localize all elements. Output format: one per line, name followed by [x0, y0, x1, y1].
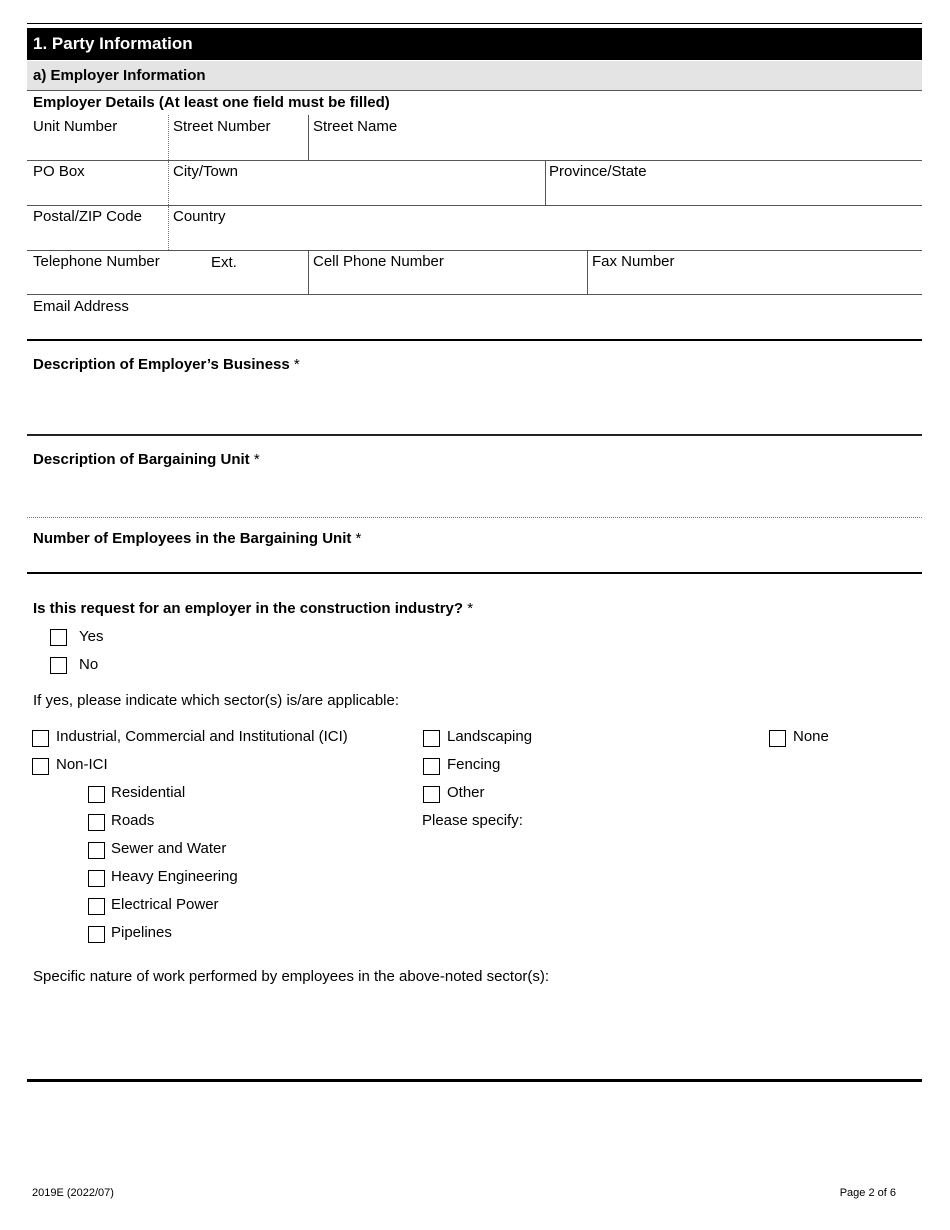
page-number: Page 2 of 6: [839, 1187, 896, 1199]
fax-label: Fax Number: [592, 253, 675, 270]
construction-question-text: Is this request for an employer in the construction industry?: [33, 600, 464, 617]
heavy-engineering-label: Heavy Engineering: [111, 868, 238, 885]
business-description-label: [33, 356, 300, 374]
sewer-water-checkbox[interactable]: [88, 842, 105, 859]
no-checkbox[interactable]: [50, 657, 67, 674]
divider: [168, 161, 169, 205]
landscaping-label: Landscaping: [447, 728, 533, 745]
fax-field[interactable]: [589, 251, 921, 294]
country-label: Country: [173, 208, 226, 225]
divider: [168, 115, 169, 160]
roads-checkbox[interactable]: [88, 814, 105, 831]
street-name-label: Street Name: [313, 118, 398, 135]
business-description-text: Description of Employer’s Business: [33, 356, 290, 373]
no-label: No: [79, 656, 99, 673]
telephone-field[interactable]: [28, 251, 203, 294]
electrical-power-label: Electrical Power: [111, 896, 219, 913]
bargaining-unit-label: [33, 451, 260, 469]
sewer-water-label: Sewer and Water: [111, 840, 227, 857]
yes-checkbox[interactable]: [50, 629, 67, 646]
fencing-checkbox[interactable]: [423, 758, 440, 775]
sector-prompt: If yes, please indicate which sector(s) is/are applicable:: [33, 692, 400, 709]
section-divider: [27, 1079, 922, 1082]
po-box-label: PO Box: [33, 163, 85, 180]
please-specify-label: Please specify:: [422, 812, 523, 829]
pipelines-label: Pipelines: [111, 924, 172, 941]
employer-details-heading: Employer Details (At least one field must be filled): [33, 94, 390, 111]
roads-label: Roads: [111, 812, 155, 829]
cell-phone-label: Cell Phone Number: [313, 253, 444, 270]
cell-phone-field[interactable]: [309, 251, 586, 294]
unit-number-label: Unit Number: [33, 118, 118, 135]
employees-count-text: Number of Employees in the Bargaining Unit: [33, 530, 352, 547]
divider: [545, 161, 546, 205]
none-label: None: [793, 728, 829, 745]
non-ici-checkbox[interactable]: [32, 758, 49, 775]
divider: [587, 251, 588, 294]
top-rule: [27, 23, 922, 24]
electrical-power-checkbox[interactable]: [88, 898, 105, 915]
province-state-field[interactable]: [546, 161, 921, 205]
required-mark: *: [467, 600, 474, 617]
section-divider: [27, 572, 922, 574]
country-field[interactable]: [169, 206, 921, 250]
city-town-field[interactable]: [169, 161, 544, 205]
business-description-field[interactable]: [28, 378, 921, 433]
pipelines-checkbox[interactable]: [88, 926, 105, 943]
section-divider: [27, 517, 922, 518]
heavy-engineering-checkbox[interactable]: [88, 870, 105, 887]
residential-checkbox[interactable]: [88, 786, 105, 803]
required-mark: *: [253, 451, 260, 468]
email-label: Email Address: [33, 298, 129, 315]
section-divider: [27, 434, 922, 436]
construction-question: [33, 600, 473, 618]
unit-number-field[interactable]: [28, 115, 167, 160]
po-box-field[interactable]: [28, 161, 167, 205]
residential-label: Residential: [111, 784, 186, 801]
landscaping-checkbox[interactable]: [423, 730, 440, 747]
required-mark: *: [355, 530, 362, 547]
section-divider: [27, 339, 922, 341]
other-label: Other: [447, 784, 485, 801]
divider: [308, 251, 309, 294]
city-town-label: City/Town: [173, 163, 239, 180]
employees-count-field[interactable]: [28, 550, 921, 572]
subsection-title: a) Employer Information: [33, 67, 206, 84]
please-specify-field[interactable]: [422, 832, 762, 872]
ici-label: Industrial, Commercial and Institutional (ICI): [56, 728, 348, 745]
telephone-label: Telephone Number: [33, 253, 160, 270]
section-title: 1. Party Information: [33, 34, 193, 53]
subsection-header: [27, 61, 922, 91]
yes-label: Yes: [79, 628, 104, 645]
bargaining-unit-field[interactable]: [28, 473, 921, 517]
employees-count-label: [33, 530, 361, 548]
divider: [308, 115, 309, 160]
ext-field[interactable]: [205, 251, 307, 294]
street-name-field[interactable]: [309, 115, 921, 160]
other-checkbox[interactable]: [423, 786, 440, 803]
nature-of-work-field[interactable]: [28, 990, 921, 1078]
province-state-label: Province/State: [549, 163, 647, 180]
email-field[interactable]: [28, 295, 921, 339]
ici-checkbox[interactable]: [32, 730, 49, 747]
street-number-label: Street Number: [173, 118, 271, 135]
divider: [168, 206, 169, 250]
form-id: 2019E (2022/07): [32, 1187, 114, 1199]
none-checkbox[interactable]: [769, 730, 786, 747]
street-number-field[interactable]: [169, 115, 307, 160]
required-mark: *: [293, 356, 300, 373]
bargaining-unit-text: Description of Bargaining Unit: [33, 451, 250, 468]
section-header: [27, 28, 922, 60]
ext-label: Ext.: [211, 254, 237, 271]
postal-zip-label: Postal/ZIP Code: [33, 208, 142, 225]
non-ici-label: Non-ICI: [56, 756, 108, 773]
postal-zip-field[interactable]: [28, 206, 167, 250]
fencing-label: Fencing: [447, 756, 501, 773]
nature-of-work-label: Specific nature of work performed by employees in the above-noted sector(s):: [33, 968, 550, 985]
